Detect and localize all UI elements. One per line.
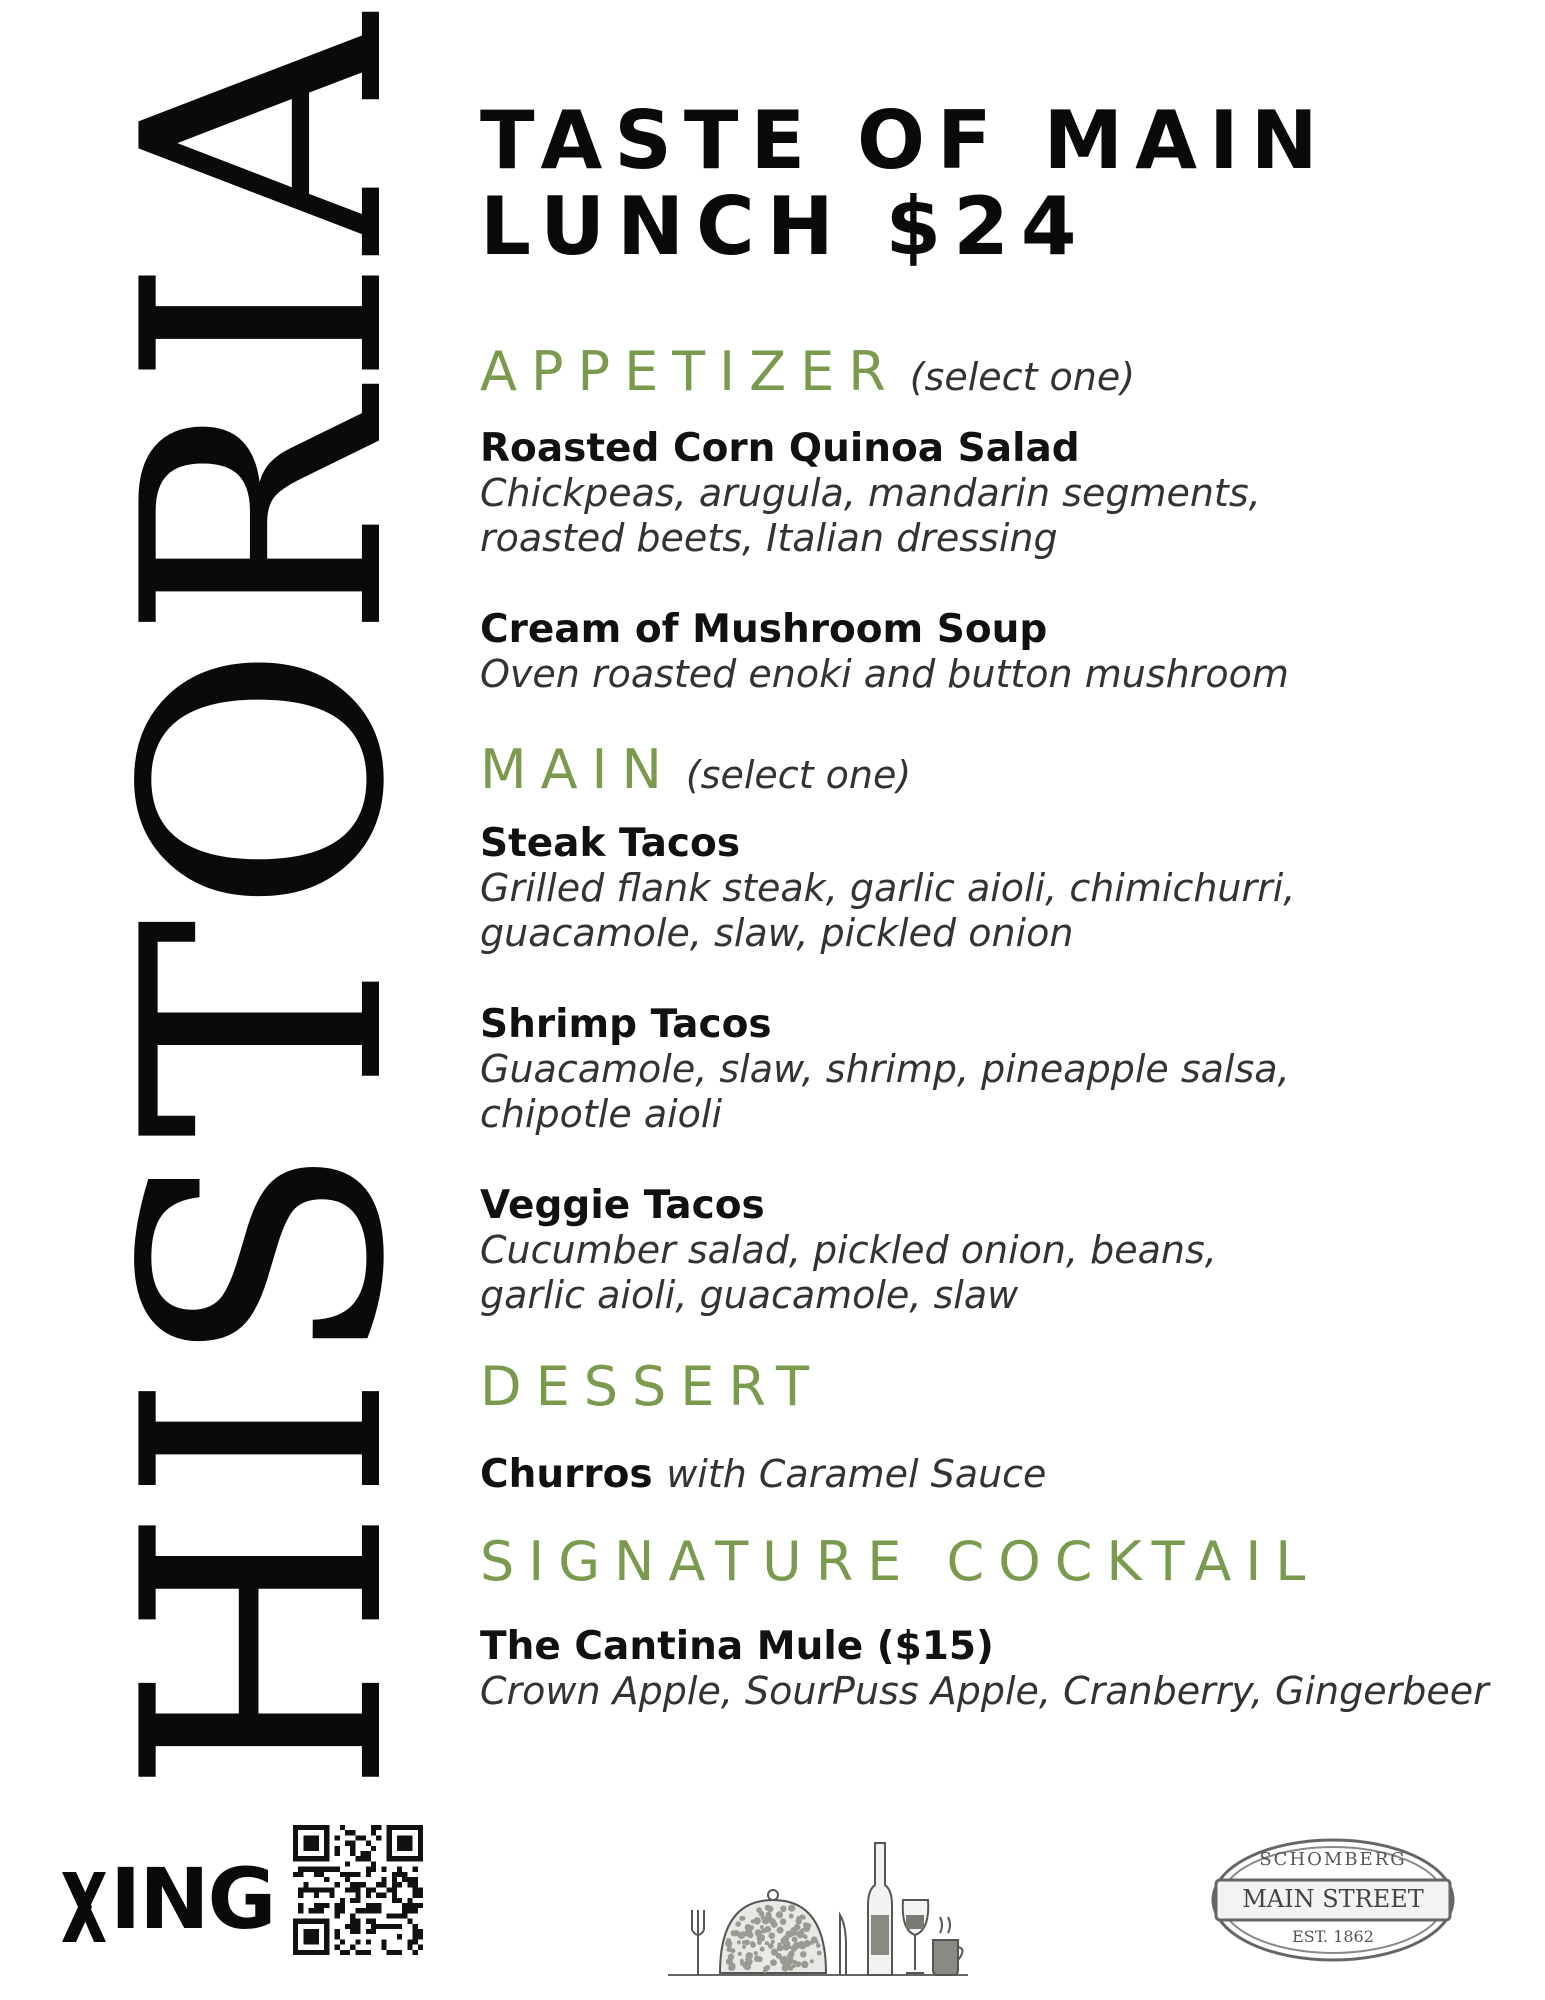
king-x-mark-icon bbox=[62, 1864, 106, 1934]
schomberg-main-street-logo bbox=[1208, 1835, 1458, 1965]
schomberg-top-text: SCHOMBERG bbox=[1259, 1849, 1407, 1870]
menu-title bbox=[480, 94, 1330, 273]
item-desc-line1: Grilled flank steak, garlic aioli, chimichurri, bbox=[480, 866, 1296, 910]
item-desc-inline: with Caramel Sauce bbox=[666, 1452, 1047, 1496]
section-main-heading bbox=[480, 738, 911, 801]
king-logo bbox=[62, 1850, 275, 1948]
section-main-title: MAIN bbox=[480, 738, 676, 801]
item-name: Veggie Tacos bbox=[480, 1183, 765, 1228]
section-appetizer-title: APPETIZER bbox=[480, 340, 900, 403]
item-name: Shrimp Tacos bbox=[480, 1002, 772, 1047]
schomberg-middle-text: MAIN STREET bbox=[1242, 1885, 1424, 1913]
item-desc-line2: roasted beets, Italian dressing bbox=[480, 516, 1058, 560]
item-name-with-inline-desc bbox=[480, 1452, 1520, 1497]
menu-title-line1: TASTE OF MAIN bbox=[480, 94, 1330, 187]
menu-item-steak-tacos bbox=[480, 822, 1520, 956]
item-desc-line2: chipotle aioli bbox=[480, 1092, 723, 1136]
menu-title-line2: LUNCH $24 bbox=[480, 180, 1089, 273]
section-dessert-heading bbox=[480, 1355, 823, 1418]
item-desc-line1: Cucumber salad, pickled onion, beans, bbox=[480, 1228, 1217, 1272]
item-name: Steak Tacos bbox=[480, 821, 741, 866]
dining-illustration-icon bbox=[668, 1815, 968, 1985]
menu-item-cream-of-mushroom-soup bbox=[480, 608, 1520, 697]
item-desc-line1: Chickpeas, arugula, mandarin segments, bbox=[480, 471, 1261, 515]
menu-item-shrimp-tacos bbox=[480, 1003, 1520, 1137]
item-name: Churros bbox=[480, 1452, 653, 1497]
menu-item-roasted-corn-quinoa-salad bbox=[480, 427, 1520, 561]
section-cocktail-heading bbox=[480, 1530, 1319, 1593]
section-appetizer-heading bbox=[480, 340, 1135, 403]
footer-logos bbox=[0, 1800, 1545, 2000]
section-dessert-title: DESSERT bbox=[480, 1355, 823, 1418]
item-name: The Cantina Mule ($15) bbox=[480, 1624, 994, 1669]
item-desc-line1: Guacamole, slaw, shrimp, pineapple salsa, bbox=[480, 1047, 1290, 1091]
brand-vertical-logo: HISTORIA bbox=[73, 11, 457, 1795]
section-main-note: (select one) bbox=[685, 753, 912, 797]
section-appetizer-note: (select one) bbox=[909, 355, 1136, 399]
king-logo-text: ING bbox=[110, 1850, 275, 1948]
schomberg-bottom-text: EST. 1862 bbox=[1292, 1927, 1374, 1946]
menu-item-veggie-tacos bbox=[480, 1184, 1520, 1318]
menu-item-churros bbox=[480, 1452, 1520, 1497]
item-desc-line1: Oven roasted enoki and button mushroom bbox=[480, 652, 1289, 696]
section-cocktail-title: SIGNATURE COCKTAIL bbox=[480, 1530, 1320, 1593]
item-name: Cream of Mushroom Soup bbox=[480, 607, 1048, 652]
item-name: Roasted Corn Quinoa Salad bbox=[480, 426, 1080, 471]
item-desc-line1: Crown Apple, SourPuss Apple, Cranberry, Gingerbeer bbox=[480, 1669, 1489, 1713]
item-desc-line2: garlic aioli, guacamole, slaw bbox=[480, 1273, 1019, 1317]
qr-code-icon[interactable] bbox=[293, 1825, 423, 1955]
menu-item-cantina-mule bbox=[480, 1625, 1520, 1714]
item-desc-line2: guacamole, slaw, pickled onion bbox=[480, 911, 1074, 955]
